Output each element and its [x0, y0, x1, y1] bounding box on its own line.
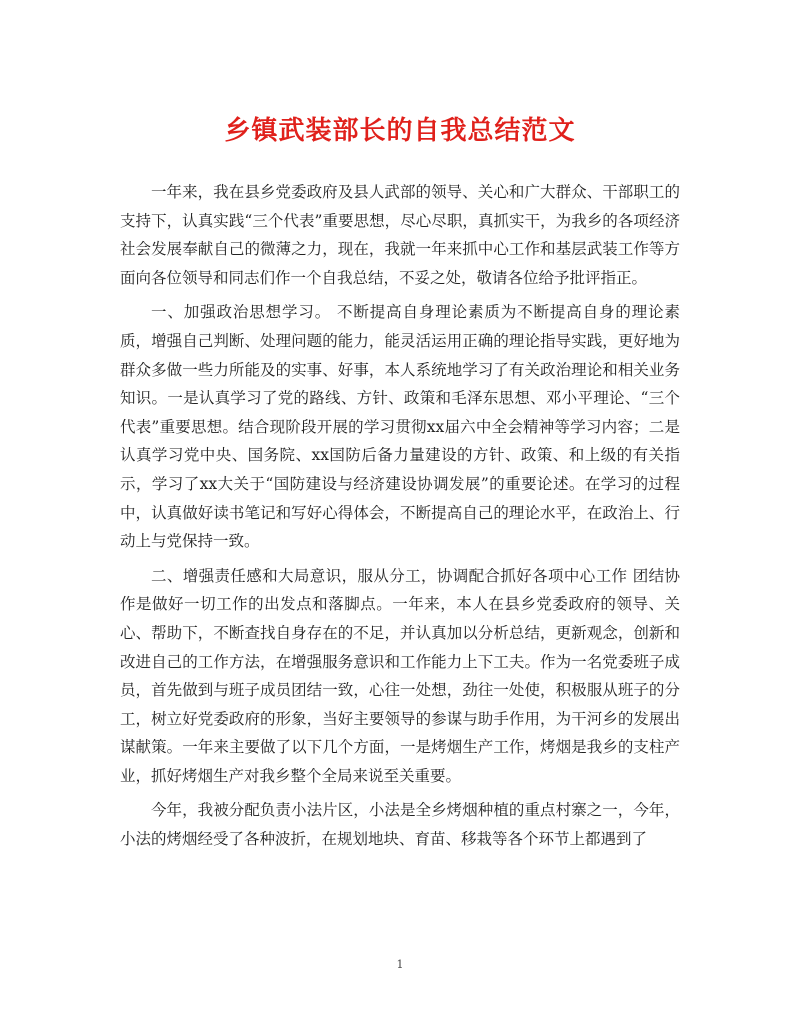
document-body	[120, 178, 680, 860]
paragraph-continued: 今年，我被分配负责小法片区，小法是全乡烤烟种植的重点村寨之一，今年，小法的烤烟经受了各种波折，在规划地块、育苗、移栽等各个环节上都遇到了	[120, 801, 680, 849]
paragraph-section-1: 一、加强政治思想学习。 不断提高自身理论素质为不断提高自身的理论素质，增强自己判断、处理问题的能力，能灵活运用正确的理论指导实践，更好地为群众多做一些力所能及的实事、好事，本人系统地学习了有关政治理论和相关业务知识。一是认真学习了党的路线、方针、政策和毛泽东思想、邓小平理论、“三个代表”重要思想。结合现阶段开展的学习贯彻xx届六中全会精神等学习内容；二是认真学习党中央、国务院、xx国防后备力量建设的方针、政策、和上级的有关指示，学习了xx大关于“国防建设与经济建设协调发展”的重要论述。在学习的过程中，认真做好读书笔记和写好心得体会，不断提高自己的理论水平，在政治上、行动上与党保持一致。	[120, 303, 680, 551]
page-number: 1	[396, 958, 404, 971]
paragraph-section-2: 二、增强责任感和大局意识，服从分工，协调配合抓好各项中心工作 团结协作是做好一切工作的出发点和落脚点。一年来，本人在县乡党委政府的领导、关心、帮助下，不断查找自身存在的不足，并认真加以分析总结，更新观念，创新和改进自己的工作方法，在增强服务意识和工作能力上下工夫。作为一名党委班子成员，首先做到与班子成员团结一致，心往一处想，劲往一处使，积极服从班子的分工，树立好党委政府的形象，当好主要领导的参谋与助手作用，为干河乡的发展出谋献策。一年来主要做了以下几个方面，一是烤烟生产工作，烤烟是我乡的支柱产业，抓好烤烟生产对我乡整个全局来说至关重要。	[120, 566, 680, 785]
paragraph-intro: 一年来，我在县乡党委政府及县人武部的领导、关心和广大群众、干部职工的支持下，认真实践“三个代表”重要思想，尽心尽职，真抓实干，为我乡的各项经济社会发展奉献自己的微薄之力，现在，我就一年来抓中心工作和基层武装工作等方面向各位领导和同志们作一个自我总结，不妥之处，敬请各位给予批评指正。	[120, 183, 680, 287]
document-title: 乡镇武装部长的自我总结范文	[224, 116, 576, 146]
